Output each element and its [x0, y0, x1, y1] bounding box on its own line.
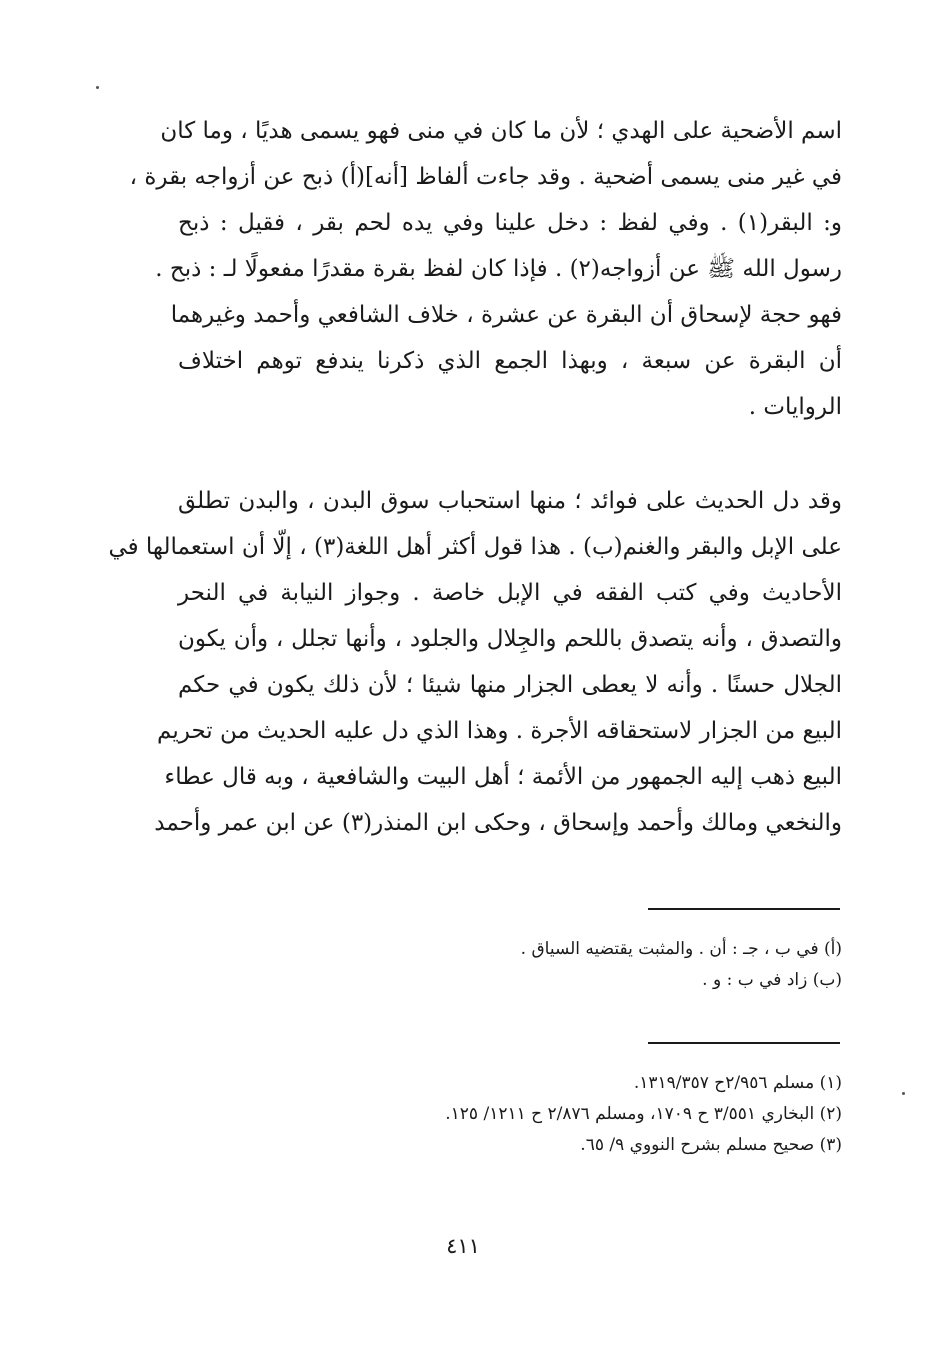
text-line: والتصدق ، وأنه يتصدق باللحم والجِلال والجلود ، وأنها تجلل ، وأن يكون — [178, 626, 842, 652]
text-line: البيع من الجزار لاستحقاقه الأجرة . وهذا الذي دل عليه الحديث من تحريم — [157, 718, 842, 744]
footnote: (٢) البخاري ٣/٥٥١ ح ١٧٠٩، ومسلم ٢/٨٧٦ ح ١٢١١/ ١٢٥. — [445, 1104, 842, 1124]
scan-speck — [902, 1092, 905, 1095]
variant-note: (ب) زاد في ب : و . — [702, 970, 842, 990]
variant-note: (أ) في ب ، جـ : أن . والمثبت يقتضيه السياق . — [520, 939, 842, 959]
text-line: فهو حجة لإسحاق أن البقرة عن عشرة ، خلاف الشافعي وأحمد وغيرهما — [170, 302, 842, 328]
text-line: البيع ذهب إليه الجمهور من الأئمة ؛ أهل البيت والشافعية ، وبه قال عطاء — [164, 764, 842, 790]
text-line: و: البقر(١) . وفي لفظ : دخل علينا وفي يده لحم بقر ، فقيل : ذبح — [178, 210, 842, 236]
variant-notes-divider — [648, 908, 840, 910]
footnotes — [178, 1068, 842, 1161]
text-line: في غير منى يسمى أضحية . وقد جاءت ألفاظ [أنه](أ) ذبح عن أزواجه بقرة ، — [129, 164, 842, 190]
paragraph-1 — [129, 108, 842, 430]
variant-notes — [178, 934, 842, 996]
text-line: وقد دل الحديث على فوائد ؛ منها استحباب سوق البدن ، والبدن تطلق — [178, 488, 842, 514]
footnote: (٣) صحيح مسلم بشرح النووي ٩/ ٦٥. — [580, 1135, 842, 1155]
text-line: الروايات . — [748, 394, 842, 420]
footnotes-divider — [648, 1042, 840, 1044]
text-line: الجلال حسنًا . وأنه لا يعطى الجزار منها شيئا ؛ لأن ذلك يكون في حكم — [178, 672, 842, 698]
page-number: ٤١١ — [446, 1234, 480, 1258]
text-line: أن البقرة عن سبعة ، وبهذا الجمع الذي ذكرنا يندفع توهم اختلاف — [178, 348, 842, 374]
text-line: رسول الله ﷺ عن أزواجه(٢) . فإذا كان لفظ بقرة مقدرًا مفعولًا لـ : ذبح . — [155, 256, 842, 282]
text-line: اسم الأضحية على الهدي ؛ لأن ما كان في منى فهو يسمى هديًا ، وما كان — [160, 118, 842, 144]
paragraph-2 — [108, 478, 842, 846]
footnote: (١) مسلم ٢/٩٥٦ح ١٣١٩/٣٥٧. — [633, 1073, 842, 1093]
text-line: والنخعي ومالك وأحمد وإسحاق ، وحكى ابن المنذر(٣) عن ابن عمر وأحمد — [154, 810, 842, 836]
text-line: على الإبل والبقر والغنم(ب) . هذا قول أكثر أهل اللغة(٣) ، إلّا أن استعمالها في — [108, 534, 842, 560]
text-line: الأحاديث وفي كتب الفقه في الإبل خاصة . وجواز النيابة في النحر — [178, 580, 842, 606]
scan-speck — [96, 86, 99, 89]
